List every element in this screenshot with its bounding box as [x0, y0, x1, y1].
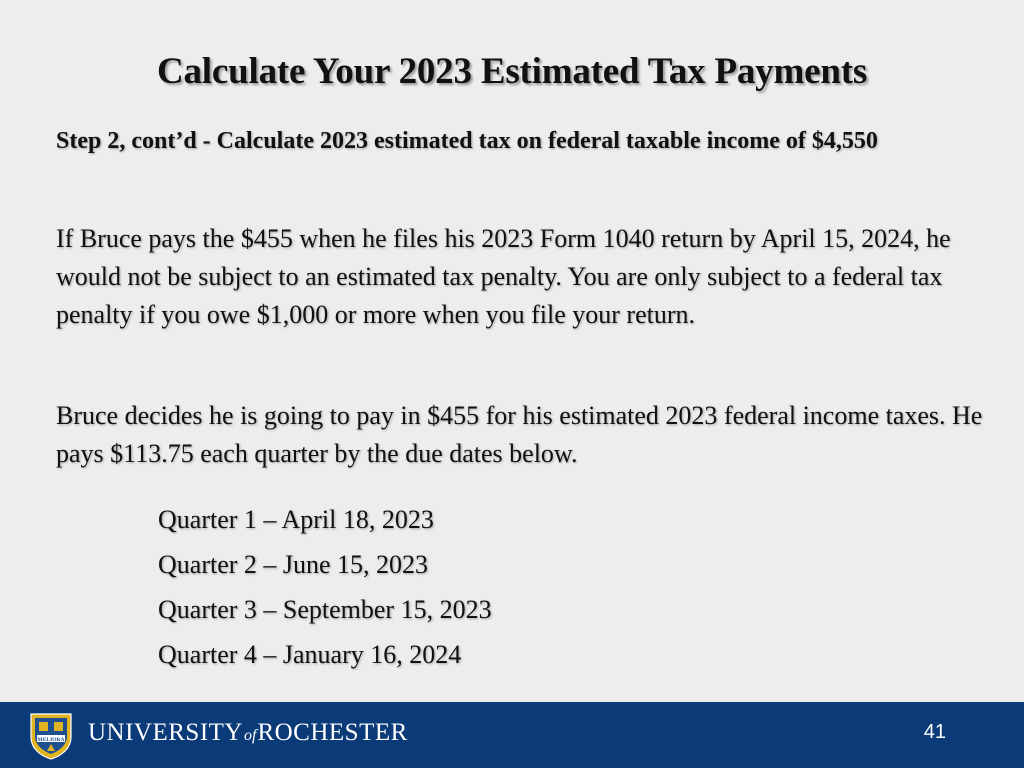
quarter-item: Quarter 4 – January 16, 2024: [158, 640, 462, 669]
quarter-due-dates-list: [158, 500, 492, 680]
slide-title: Calculate Your 2023 Estimated Tax Payments: [156, 51, 868, 92]
quarter-item: Quarter 1 – April 18, 2023: [158, 505, 434, 534]
wordmark-of: of: [244, 727, 257, 744]
paragraph-payment-plan: Bruce decides he is going to pay in $455 for his estimated 2023 federal income taxes. He pays $113.75 each quarter by the due dates below.: [56, 401, 983, 468]
quarter-item: Quarter 3 – September 15, 2023: [158, 595, 492, 624]
footer-bar: [0, 702, 1024, 768]
wordmark-rochester: ROCHESTER: [257, 719, 408, 746]
step-heading: Step 2, cont’d - Calculate 2023 estimated tax on federal taxable income of $4,550: [56, 128, 878, 154]
university-shield-icon: [28, 711, 74, 761]
university-wordmark: [88, 719, 408, 747]
page-number: 41: [923, 721, 946, 743]
paragraph-penalty-info: If Bruce pays the $455 when he files his 2023 Form 1040 return by April 15, 2024, he would not be subject to an estimated tax penalty. You are only subject to a federal tax penalty if you owe $1,000 or more when you file your return.: [56, 224, 951, 329]
wordmark-university: UNIVERSITY: [88, 719, 243, 746]
quarter-item: Quarter 2 – June 15, 2023: [158, 550, 429, 579]
shield-motto: MELIORA: [37, 737, 65, 743]
